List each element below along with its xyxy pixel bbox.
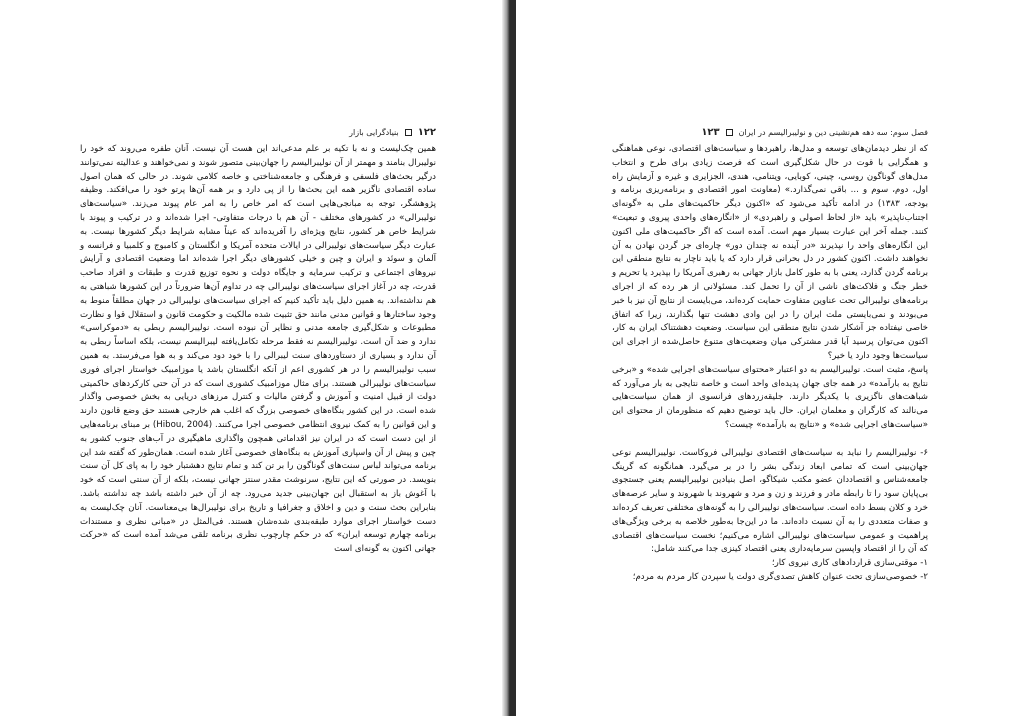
right-body-text (612, 143, 928, 585)
right-page (516, 0, 1024, 716)
left-page-number: ۱۲۲ (417, 126, 436, 138)
right-running-title: فصل سوم: سه دهه هم‌نشینی دین و نولیبرالیسم در ایران (738, 127, 928, 137)
square-ornament-icon (726, 129, 733, 136)
left-running-title: بنیادگرایی بازار (349, 127, 399, 137)
left-page (0, 0, 502, 716)
right-running-head (701, 125, 928, 139)
left-body-text (80, 143, 436, 557)
left-paragraph-1: همین چک‌لیست و نه با تکیه بر علم مدعی‌اند این هست آن نیست. آنان طفره می‌روند که خود را نولیبرال بنامند و مهمتر از آن نولیبرالیسم را جهان‌بینی متصور شوند و نمی‌خواهند و عدالیته نمی‌توانند درگیر بحث‌های فلسفی و فرهنگی و جامعه‌شناختی و خاصه کلامی شوند. در حالی که همان اصول ساده اقتصادی ناگزیر همه این بحث‌ها را از پی دارد و بر همه آن‌ها پرتو خود را می‌افکند. وظیفه پژوهشگر، توجه به مبانجی‌هایی است که امر خاص را به امر عام پیوند می‌زند. «سیاست‌های نولیبرالی» در کشورهای مختلف - آن هم با درجات متفاوتی- اجرا شده‌اند و در ترکیب و پیوند با شرایط خاص هر کشور، نتایج ویژه‌ای را آفریده‌اند که عیناً مشابه شرایط دیگر کشورها نیست. به عبارت دیگر سیاست‌های نولیبرالی در ایالات متحده آمریکا و انگلستان و کامبوج و کلمبیا و فرانسه و آلمان و سوئد و ایران و چین و خیلی کشورهای دیگر اجرا شده‌اند اما وضعیت اقتصادی و آرایش نیروهای اجتماعی و ترکیب سرمایه و جایگاه دولت و نحوه توزیع قدرت و طبقات و افراد صاحب قدرت، چه در آغاز اجرای سیاست‌های نولیبرالی چه در تداوم آن‌ها ضرورتاً در این کشورها شباهتی به هم نداشته‌اند. به همین دلیل باید تأکید کنیم که اجرای سیاست‌های نولیبرالی در جهان مطلقاً منوط به وجود ساختارها و قوانین مدنی مانند حق تثبیت شده مالکیت و حکومت قانون و استقلال قوا و نظارت مطبوعات و شکل‌گیری جامعه مدنی و نظایر آن نبوده است. نولیبرالیسم ربطی به «دموکراسی» ندارد و ضد آن است. نولیبرالیسم نه فقط مرحله تکامل‌یافته لیبرالیسم نیست، بلکه اساساً ربطی به آن ندارد و بسیاری از دستاوردهای سنت لیبرالی را با خود دود می‌کند و به هوا می‌فرستد. به همین سبب نولیبرالیسم را در هر کشوری اعم از آنکه انگلستان باشد یا موزامبیک خواستار اجرای فوری سیاست‌های نولیبرالی هستند. برای مثال موزامبیک کشوری است که در آن حتی کارکردهای حاکمیتی دولت از قبیل امنیت و آموزش و گرفتن مالیات و کنترل مرزهای دریایی به بخش خصوصی واگذار شده است. در این کشور بنگاه‌های خصوصی بزرگ که اغلب هم خارجی هستند حق وضع قانون دارند و این قوانین را به کمک نیروی انتظامی خصوصی اجرا می‌کنند. (Hibou, 2004) بر مبنای برنامه‌هایی از این دست است که در ایران نیز اقداماتی همچون واگذاری ماهیگیری در آب‌های جنوب کشور به چین و پیش از آن واسپاری آموزش به بنگاه‌های خصوصی آغاز شده است. همان‌طور که گفته شد این برنامه می‌تواند لباس سنت‌های گوناگون را بر تن کند و تمام نتایج دهشتبار خود را به پای کل آن سنت بنویسد. در صورتی که این نتایج، سرنوشت مقدر سنتز جهانی نیست، بلکه از آن سنتی است که خود با آغوش باز به استقبال این جهان‌بینی جدید می‌رود. چه از آن خبر داشته باشد چه نداشته باشد. بنابراین بحث سنت و دین و اخلاق و جغرافیا و تاریخ برای نولیبرال‌ها بی‌معناست. آنان چک‌لیست به دست خواستار اجرای موارد طبقه‌بندی شده‌شان هستند. فی‌المثل در «مبانی نظری و مستندات برنامه چهارم توسعه ایران» که در حکم چارچوب نظری برنامه تلقی می‌شد آمده است که «حرکت جهانی اکنون به گونه‌ای است (80, 144, 436, 555)
right-list (612, 557, 928, 585)
list-item: ۱- موقتی‌سازی قراردادهای کاری نیروی کار؛ (771, 558, 928, 569)
square-ornament-icon (405, 129, 412, 136)
right-paragraph-3: ۶- نولیبرالیسم را نباید به سیاست‌های اقتصادی نولیبرالی فروکاست. نولیبرالیسم نوعی جهان‌بینی است که تمامی ابعاد زندگی بشر را در بر می‌گیرد. همانگونه که گرینگ جامعه‌شناس و اقتصاددان عضو مکتب شیکاگو، اصل بنیادین نولیبرالیسم یعنی جستجوی بی‌پایان سود را تا رابطه مادر و فرزند و زن و مرد و شهروند با شهروند و سایر عرصه‌های خرد و کلان بسط داده است. سیاست‌های نولیبرالی را به گونه‌های مختلفی تعریف کرده‌اند و صفات متعددی را به آن نسبت داده‌اند. ما در این‌جا به‌طور خلاصه به برخی ویژگی‌های پراهمیت و عمومی سیاست‌های نولیبرالی اشاره می‌کنیم؛ نخست سیاست‌های اقتصادی که آن را از اقتصاد واپسین سرمایه‌داری یعنی اقتصاد کینزی جدا می‌کنند شامل: (612, 447, 928, 555)
right-paragraph-1: که از نظر دیدمان‌های توسعه و مدل‌ها، راهبردها و سیاست‌های اقتصادی، نوعی هماهنگی و همگرایی با قوت در حال شکل‌گیری است که فرصت زیادی برای طرح و انتخاب مدل‌های گوناگون روسی، چینی، کوبایی، ویتنامی، هندی، الجزایری و غیره و آزمایش راه اول، دوم، سوم و ... باقی نمی‌گذارد.» (معاونت امور اقتصادی و برنامه‌ریزی برنامه و بودجه، ۱۳۸۳) در ادامه تأکید می‌شود که «اکنون دیگر حاکمیت‌های ملی به «گونه‌ای اجتناب‌ناپذیر» باید «از لحاظ اصولی و راهبردی» از «انگاره‌های واحدی پیروی و تبعیت» کنند. جمله آخر این عبارت بسیار مهم است. آمده است که اگر حاکمیت‌های ملی اکنون این انگاره‌های واحد را نپذیرند «در آینده نه چندان دور» چاره‌ای جز گردن نهادن به آن نخواهند داشت. اکنون کشور در دل بحرانی قرار دارد که یا باید ناچار به نتایج منطقی این برنامه گردن گذارد، یعنی با به طور کامل بازار جهانی به رهبری آمریکا را بپذیرد یا تحریم و خطر جنگ و فلاکت‌های ناشی از آن را تحمل کند. مسئولانی از هر رده که از اجرای برنامه‌های نولیبرالی تحت عناوین متفاوت حمایت کرده‌اند، می‌بایست از نتایج آن نیز با خبر می‌بودند و نمی‌بایستی ملت ایران را در این وادی دهشت تنها بگذارند، زیرا که اتفاق خاصی نیفتاده جز آشکار شدن نتایج منطقی این سیاست. وضعیت دهشتناک ایران به کار، اکنون می‌توان پرسید آیا قدر مشترکی میان وضعیت‌های متنوع حاصل‌شده از اجرای این سیاست‌ها وجود دارد یا خیر؟ (612, 144, 928, 361)
left-running-head (349, 125, 436, 139)
right-paragraph-2: پاسخ، مثبت است. نولیبرالیسم به دو اعتبار «محتوای سیاست‌های اجرایی شده» و «برخی نتایج به بارآمده» در همه جای جهان پدیده‌ای واحد است و خاصه نتایجی به بار می‌آورد که شباهت‌های ناگزیری با یکدیگر دارند. جلیقه‌زردهای فرانسوی از همان سیاست‌هایی می‌نالند که کارگران و معلمان ایران. حال باید توضیح دهیم که منظورمان از محتوای این «سیاست‌های اجرایی شده» و «نتایج به بارآمده» چیست؟ (612, 364, 928, 430)
list-item: ۲- خصوصی‌سازی تحت عنوان کاهش تصدی‌گری دولت یا سپردن کار مردم به مردم؛ (632, 571, 928, 582)
book-gutter (502, 0, 516, 716)
right-page-number: ۱۲۳ (701, 126, 720, 138)
